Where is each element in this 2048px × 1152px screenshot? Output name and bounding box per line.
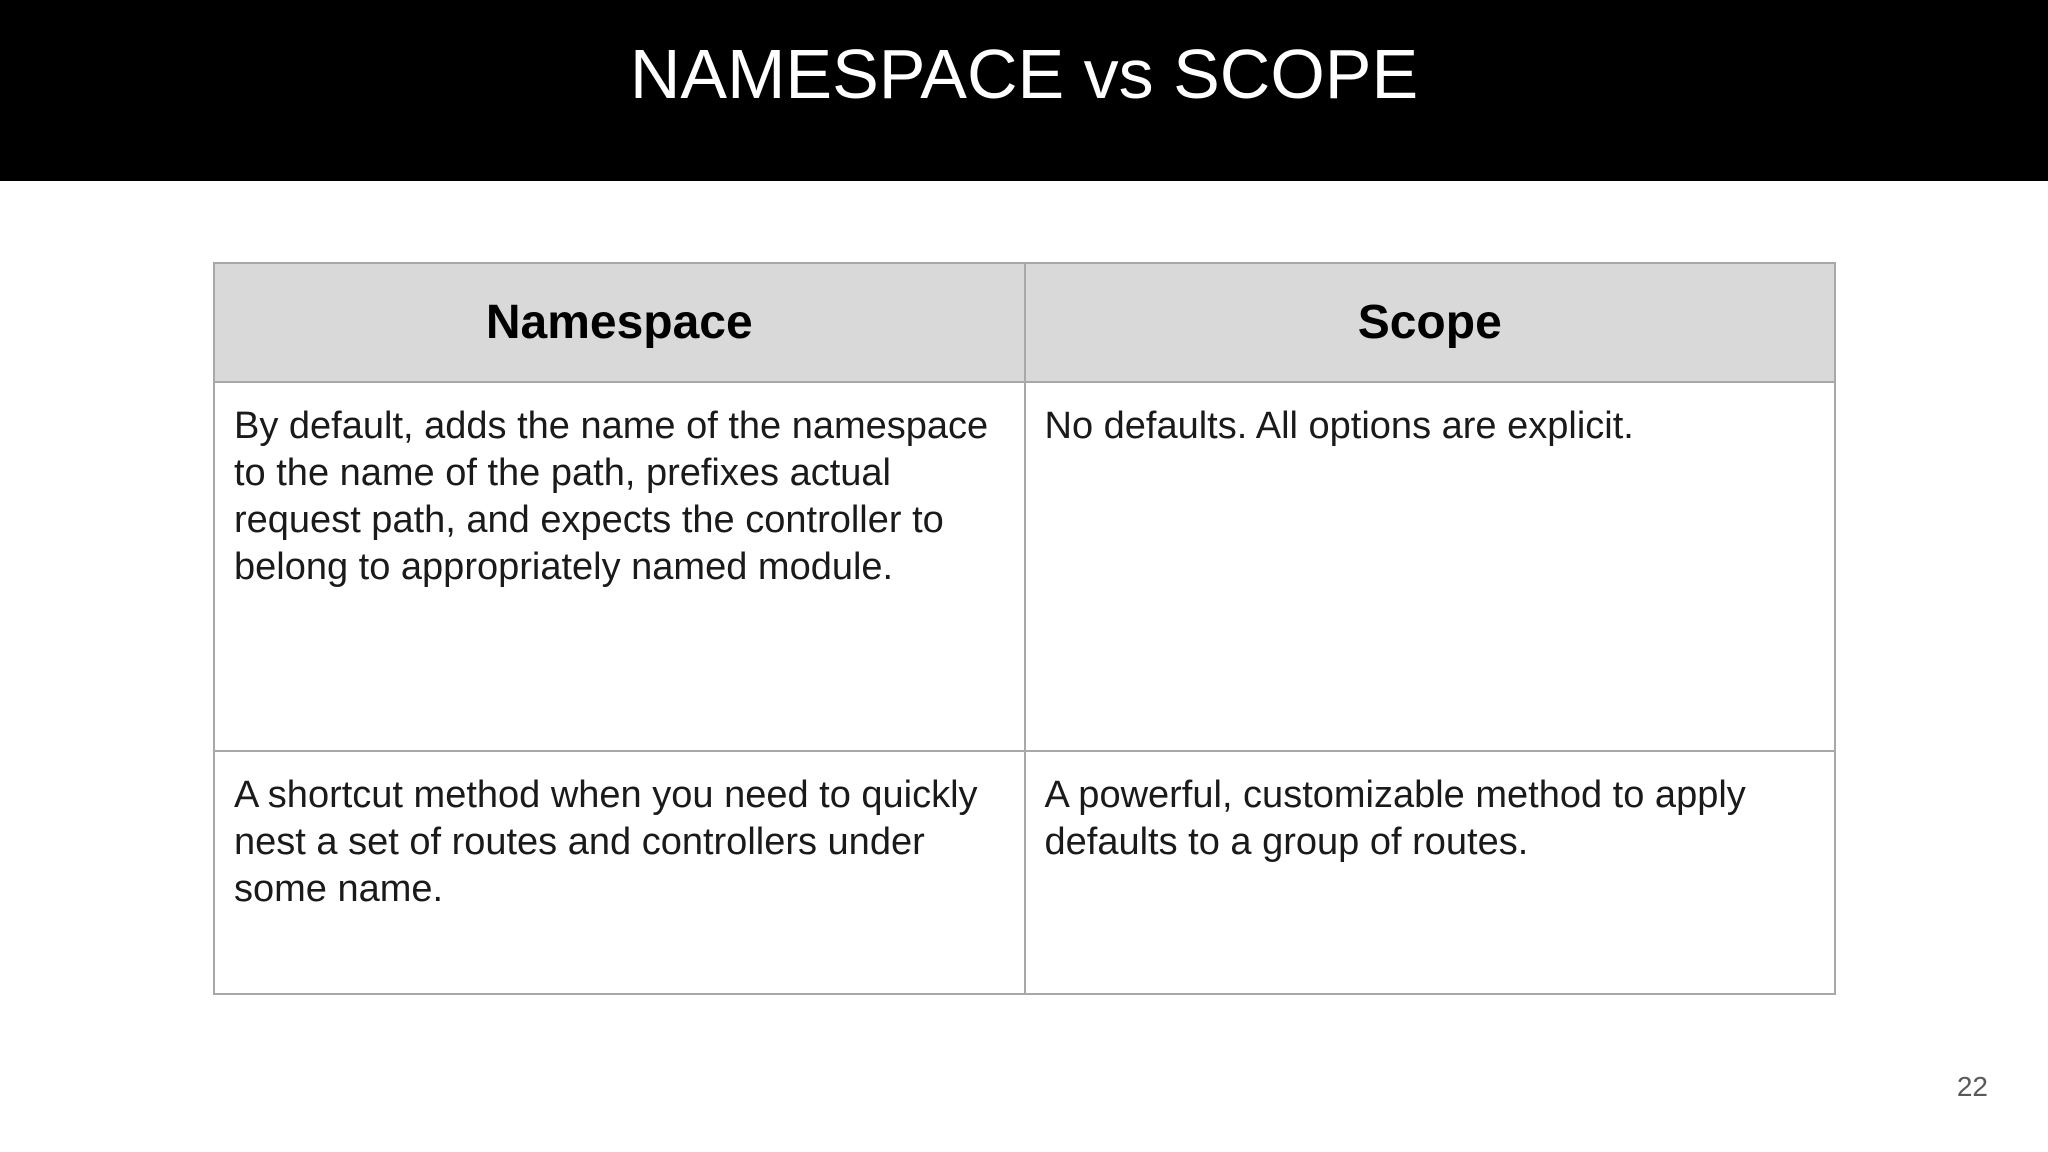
cell-scope-usage: A powerful, customizable method to apply defaults to a group of routes. [1025, 751, 1836, 994]
table-header-row [214, 263, 1835, 382]
header-namespace: Namespace [214, 263, 1025, 382]
slide-title: NAMESPACE vs SCOPE [629, 34, 1419, 113]
title-bar [0, 0, 2048, 181]
cell-namespace-defaults: By default, adds the name of the namespace to the name of the path, prefixes actual request path, and expects the controller to belong to appropriately named module. [214, 382, 1025, 751]
header-scope: Scope [1025, 263, 1836, 382]
comparison-table [213, 262, 1836, 995]
page-number: 22 [1956, 1071, 1988, 1102]
cell-namespace-usage: A shortcut method when you need to quickly nest a set of routes and controllers under some name. [214, 751, 1025, 994]
table-row [214, 751, 1835, 994]
comparison-table-container [213, 262, 1836, 993]
cell-scope-defaults: No defaults. All options are explicit. [1025, 382, 1836, 751]
table-row [214, 382, 1835, 751]
